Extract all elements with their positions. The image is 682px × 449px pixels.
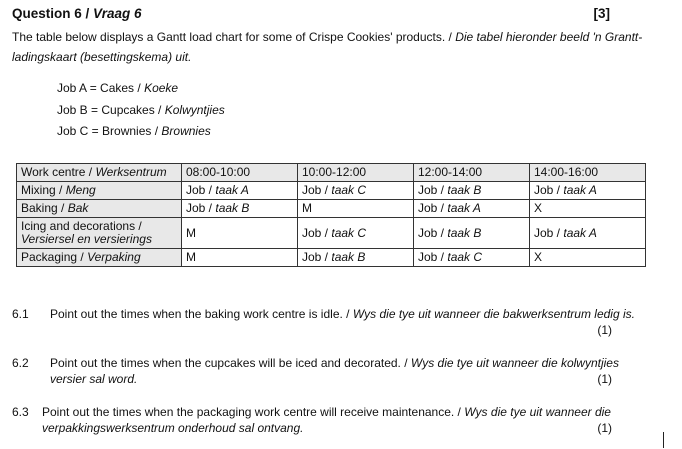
job-legend-item <box>57 121 225 143</box>
table-cell <box>530 249 646 267</box>
cell-af: taak A <box>215 183 249 197</box>
job-en: Job A = Cakes / <box>57 81 141 95</box>
text-cursor <box>663 432 664 448</box>
cell-en: Job / <box>418 225 445 240</box>
job-af: Koeke <box>144 81 179 95</box>
row-label-af: Versiersel en versierings <box>21 232 152 246</box>
table-row <box>17 249 646 267</box>
row-label-en: Packaging / <box>21 250 84 264</box>
row-label-af: Verpaking <box>87 250 141 264</box>
cell-en: M <box>302 201 312 215</box>
cell-en: Job / <box>418 201 445 215</box>
table-cell <box>298 218 414 249</box>
cell-af: taak B <box>215 201 250 215</box>
cell-en: Job / <box>418 250 445 264</box>
header-af: Werksentrum <box>95 165 167 179</box>
cell-af: taak A <box>563 183 597 197</box>
subquestion-6-2 <box>12 355 642 389</box>
subquestion-af: Wys die tye uit wanneer die kolwyntjies versier sal word. <box>50 356 619 386</box>
table-cell <box>414 200 530 218</box>
row-label <box>17 218 182 249</box>
cell-en: Job / <box>186 201 213 215</box>
header-time: 12:00-14:00 <box>414 164 530 182</box>
cell-af: taak A <box>447 201 481 215</box>
row-label-af: Bak <box>67 201 89 215</box>
job-legend-item <box>57 100 225 122</box>
table-cell <box>530 218 646 249</box>
subquestion-en: Point out the times when the packaging work centre will receive maintenance. / <box>42 405 461 419</box>
table-cell <box>182 182 298 200</box>
gantt-load-chart <box>16 163 646 267</box>
row-label-en: Baking / <box>21 201 65 215</box>
table-cell <box>414 218 530 249</box>
subquestion-number: 6.3 <box>12 405 29 419</box>
table-cell <box>298 200 414 218</box>
intro-af: Die tabel hieronder beeld 'n Grantt-ladingskaart (besettingskema) uit. <box>12 30 643 64</box>
table-cell <box>182 249 298 267</box>
table-row <box>17 200 646 218</box>
subquestion-en: Point out the times when the baking work centre is idle. / <box>50 307 350 321</box>
table-cell <box>530 182 646 200</box>
cell-en: Job / <box>534 183 561 197</box>
header-en: Work centre / <box>21 165 93 179</box>
row-label <box>17 182 182 200</box>
subquestion-af: Wys die tye uit wanneer die bakwerksentrum ledig is. <box>352 307 635 321</box>
header-time: 08:00-10:00 <box>182 164 298 182</box>
cell-en: Job / <box>302 250 329 264</box>
cell-en: X <box>534 250 543 264</box>
subquestion-marks: (1) <box>597 421 612 435</box>
job-en: Job B = Cupcakes / <box>57 102 162 117</box>
row-label-af: Meng <box>65 183 96 197</box>
cell-en: M <box>186 225 196 240</box>
subquestion-marks: (1) <box>597 323 612 337</box>
question-marks: [3] <box>593 6 610 21</box>
cell-en: X <box>534 201 543 215</box>
table-cell <box>414 249 530 267</box>
cell-en: M <box>186 250 196 264</box>
subquestion-number: 6.2 <box>12 356 29 370</box>
table-cell <box>414 182 530 200</box>
cell-af: taak B <box>331 250 366 264</box>
intro-en: The table below displays a Gantt load chart for some of Crispe Cookies' products. / <box>12 30 452 44</box>
job-legend-item <box>57 78 225 100</box>
row-label-en: Mixing / <box>21 183 63 197</box>
header-time: 10:00-12:00 <box>298 164 414 182</box>
subquestion-af: Wys die tye uit wanneer die verpakkingswerksentrum onderhoud sal ontvang. <box>42 405 611 435</box>
header-time: 14:00-16:00 <box>530 164 646 182</box>
table-cell <box>182 218 298 249</box>
question-intro <box>12 27 652 67</box>
cell-en: Job / <box>418 183 445 197</box>
cell-en: Job / <box>186 183 213 197</box>
subquestion-marks: (1) <box>597 372 612 386</box>
subquestion-number: 6.1 <box>12 307 29 321</box>
subquestion-6-1 <box>12 306 642 340</box>
subquestion-6-3 <box>12 404 642 438</box>
header-work-centre <box>17 164 182 182</box>
job-legend <box>57 78 225 143</box>
row-label <box>17 200 182 218</box>
subquestion-en: Point out the times when the cupcakes will be iced and decorated. / <box>50 356 408 370</box>
cell-en: Job / <box>302 225 329 240</box>
table-cell <box>298 182 414 200</box>
cell-af: taak B <box>447 225 482 240</box>
job-af: Kolwyntjies <box>164 102 225 117</box>
table-header-row <box>17 164 646 182</box>
cell-en: Job / <box>534 225 561 240</box>
table-row <box>17 218 646 249</box>
job-en: Job C = Brownies / <box>57 124 159 138</box>
cell-af: taak C <box>331 225 367 240</box>
table-cell <box>530 200 646 218</box>
table-cell <box>182 200 298 218</box>
question-title <box>12 6 142 21</box>
job-af: Brownies <box>161 124 211 138</box>
subquestion-text <box>50 306 642 322</box>
cell-en: Job / <box>302 183 329 197</box>
question-title-af: Vraag 6 <box>93 6 142 21</box>
subquestion-text <box>50 355 642 387</box>
table-row <box>17 182 646 200</box>
question-title-en: Question 6 / <box>12 6 90 21</box>
row-label <box>17 249 182 267</box>
row-label-en: Icing and decorations / <box>21 219 142 233</box>
cell-af: taak C <box>447 250 483 264</box>
table-cell <box>298 249 414 267</box>
cell-af: taak C <box>331 183 367 197</box>
cell-af: taak B <box>447 183 482 197</box>
subquestion-text <box>42 404 642 436</box>
cell-af: taak A <box>563 225 597 240</box>
